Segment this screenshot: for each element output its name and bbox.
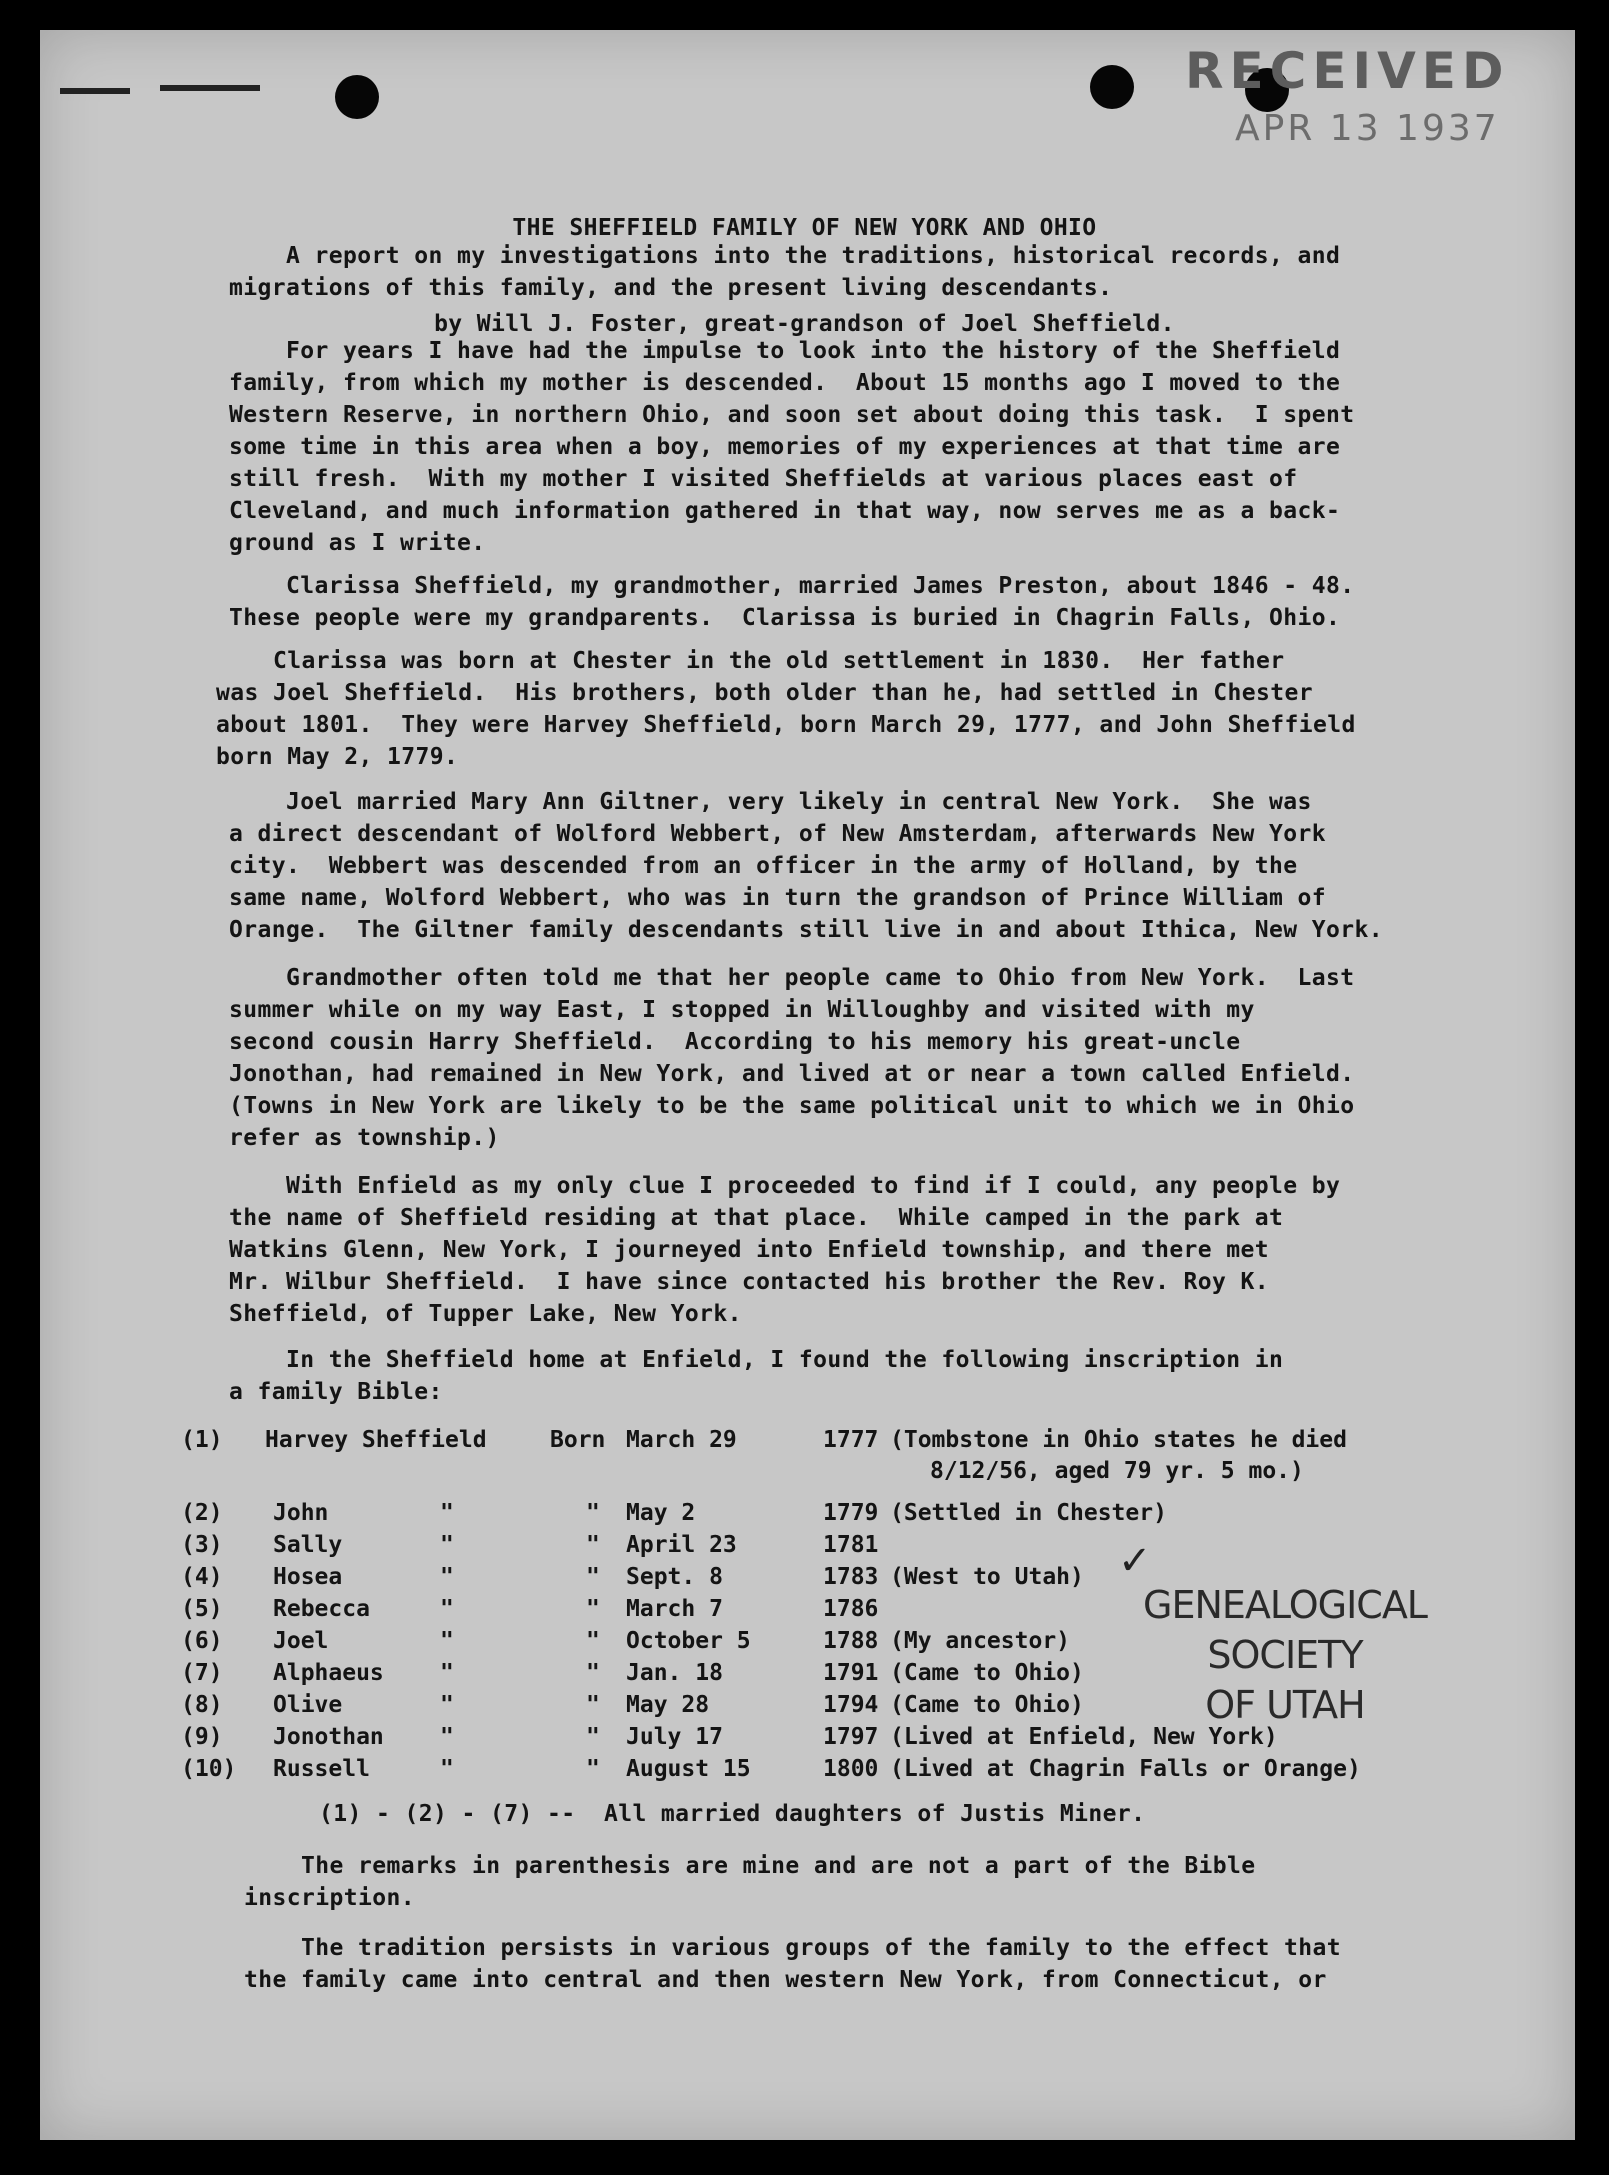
punch-hole-left	[335, 75, 379, 119]
ditto-mark: "	[440, 1660, 454, 1686]
entry-name: Hosea	[273, 1564, 343, 1590]
entry-note: (Tombstone in Ohio states he died	[890, 1427, 1347, 1453]
entry-date: July 17	[626, 1724, 723, 1750]
punch-hole-center	[1090, 65, 1134, 109]
entry-year: 1777	[823, 1427, 879, 1453]
entry-note: (West to Utah)	[890, 1564, 1084, 1590]
entry-date: April 23	[626, 1532, 737, 1558]
entry-name: Joel	[273, 1628, 329, 1654]
paragraph-9: The remarks in parenthesis are mine and are not a part of the Bible inscription.	[244, 1853, 1256, 1911]
entry-name: Harvey Sheffield	[265, 1427, 487, 1453]
entry-number: (8)	[181, 1692, 223, 1718]
entry-date: October 5	[626, 1628, 751, 1654]
entry-number: (9)	[181, 1724, 223, 1750]
paragraph-6: Grandmother often told me that her people came to Ohio from New York. Last summer while on my way East, I stopped in Willoughby and visited with my second cousin Harry Sheffield. According to his memory his great-uncle Jonothan, had remained in New York, and lived at or near a town called Enfield. (Towns in New York are likely to be the same political unit to which we in Ohio refer as township.)	[229, 965, 1355, 1151]
entry-note: (Lived at Chagrin Falls or Orange)	[890, 1756, 1361, 1782]
stamp-line-1: GENEALOGICAL SOCIETY	[1143, 1583, 1427, 1677]
entry-number: (6)	[181, 1628, 223, 1654]
ditto-mark: "	[586, 1660, 600, 1686]
paragraph-4: Clarissa was born at Chester in the old settlement in 1830. Her father was Joel Sheffield. His brothers, both older than he, had settled in Chester about 1801. They were Harvey Sheffield, born March 29, 1777, and John Sheffield born May 2, 1779.	[216, 648, 1356, 770]
ditto-mark: "	[586, 1532, 600, 1558]
entry-number: (10)	[181, 1756, 237, 1782]
ditto-mark: "	[440, 1724, 454, 1750]
edge-mark	[160, 85, 260, 91]
table-row	[0, 1753, 1609, 1785]
entry-year: 1788	[823, 1628, 879, 1654]
entry-year: 1781	[823, 1532, 879, 1558]
entry-date: May 28	[626, 1692, 710, 1718]
ditto-mark: "	[586, 1500, 600, 1526]
entry-number: (5)	[181, 1596, 223, 1622]
entry-year: 1786	[823, 1596, 879, 1622]
entry-number: (3)	[181, 1532, 223, 1558]
entry-date: Jan. 18	[626, 1660, 723, 1686]
entry-note-continued: 8/12/56, aged 79 yr. 5 mo.)	[930, 1458, 1304, 1484]
entry-name: Alphaeus	[273, 1660, 384, 1686]
ditto-mark: "	[440, 1564, 454, 1590]
entry-note: (Lived at Enfield, New York)	[890, 1724, 1278, 1750]
entry-name: Russell	[273, 1756, 370, 1782]
table-row	[0, 1497, 1609, 1529]
entry-date: August 15	[626, 1756, 751, 1782]
entry-number: (2)	[181, 1500, 223, 1526]
ditto-mark: "	[440, 1756, 454, 1782]
entry-year: 1800	[823, 1756, 879, 1782]
entry-number: (4)	[181, 1564, 223, 1590]
genealogical-society-stamp	[1075, 1580, 1495, 1730]
entry-date: March 29	[626, 1427, 737, 1453]
stamp-line-2: OF UTAH	[1205, 1683, 1365, 1727]
paragraph-2: For years I have had the impulse to look into the history of the Sheffield family, from which my mother is descended. About 15 months ago I moved to the Western Reserve, in northern Ohio, and soon set about doing this task. I spent some time in this area when a boy, memories of my experiences at that time are still fresh. With my mother I visited Sheffields at various places east of Cleveland, and much information gathered in that way, now serves me as a back- ground as I write.	[229, 338, 1355, 556]
table-row	[0, 1529, 1609, 1561]
ditto-mark: "	[440, 1500, 454, 1526]
paragraph-3: Clarissa Sheffield, my grandmother, married James Preston, about 1846 - 48. These people were my grandparents. Clarissa is buried in Chagrin Falls, Ohio.	[229, 573, 1355, 631]
ditto-mark: "	[440, 1628, 454, 1654]
entry-born: Born	[550, 1427, 606, 1453]
entry-number: (7)	[181, 1660, 223, 1686]
ditto-mark: "	[586, 1692, 600, 1718]
paragraph-5: Joel married Mary Ann Giltner, very likely in central New York. She was a direct descendant of Wolford Webbert, of New Amsterdam, afterwards New York city. Webbert was descended from an officer in the army of Holland, by the same name, Wolford Webbert, who was in turn the grandson of Prince William of Orange. The Giltner family descendants still live in and about Ithica, New York.	[229, 789, 1384, 943]
entry-name: Rebecca	[273, 1596, 370, 1622]
title-line-2: by Will J. Foster, great-grandson of Joel Sheffield.	[434, 311, 1175, 337]
entry-year: 1791	[823, 1660, 879, 1686]
entry-note: (Came to Ohio)	[890, 1660, 1084, 1686]
table-row-continuation	[0, 1455, 1609, 1487]
received-date-stamp: APR 13 1937	[1235, 108, 1500, 149]
ditto-mark: "	[586, 1564, 600, 1590]
ditto-mark: "	[586, 1756, 600, 1782]
entry-name: Sally	[273, 1532, 343, 1558]
entry-year: 1797	[823, 1724, 879, 1750]
ditto-mark: "	[586, 1628, 600, 1654]
entry-note: (Came to Ohio)	[890, 1692, 1084, 1718]
entry-number: (1)	[181, 1427, 223, 1453]
ditto-mark: "	[440, 1596, 454, 1622]
paragraph-10: The tradition persists in various groups of the family to the effect that the family came into central and then western New York, from Connecticut, or	[244, 1935, 1342, 1993]
ditto-mark: "	[440, 1692, 454, 1718]
entry-name: Olive	[273, 1692, 343, 1718]
entry-name: Jonothan	[273, 1724, 384, 1750]
entry-name: John	[273, 1500, 329, 1526]
entry-note: (My ancestor)	[890, 1628, 1071, 1654]
entry-year: 1783	[823, 1564, 879, 1590]
edge-mark	[60, 88, 130, 94]
ditto-mark: "	[586, 1724, 600, 1750]
ditto-mark: "	[440, 1532, 454, 1558]
entry-note: (Settled in Chester)	[890, 1500, 1167, 1526]
paragraph-1: A report on my investigations into the traditions, historical records, and migrations of this family, and the present living descendants.	[229, 243, 1341, 301]
table-footnote: (1) - (2) - (7) -- All married daughters of Justis Miner.	[319, 1801, 1146, 1827]
paragraph-7: With Enfield as my only clue I proceeded to find if I could, any people by the name of Sheffield residing at that place. While camped in the park at Watkins Glenn, New York, I journeyed into Enfield township, and there met Mr. Wilbur Sheffield. I have since contacted his brother the Rev. Roy K. Sheffield, of Tupper Lake, New York.	[229, 1173, 1341, 1327]
paragraph-8: In the Sheffield home at Enfield, I found the following inscription in a family Bible:	[229, 1347, 1284, 1405]
received-stamp: RECEIVED	[1185, 42, 1510, 100]
entry-date: Sept. 8	[626, 1564, 723, 1590]
entry-year: 1779	[823, 1500, 879, 1526]
table-row	[0, 1424, 1609, 1456]
entry-date: May 2	[626, 1500, 696, 1526]
ditto-mark: "	[586, 1596, 600, 1622]
title-line-1: THE SHEFFIELD FAMILY OF NEW YORK AND OHIO	[512, 215, 1097, 241]
checkmark-icon: ✓	[1118, 1538, 1152, 1584]
entry-year: 1794	[823, 1692, 879, 1718]
entry-date: March 7	[626, 1596, 723, 1622]
